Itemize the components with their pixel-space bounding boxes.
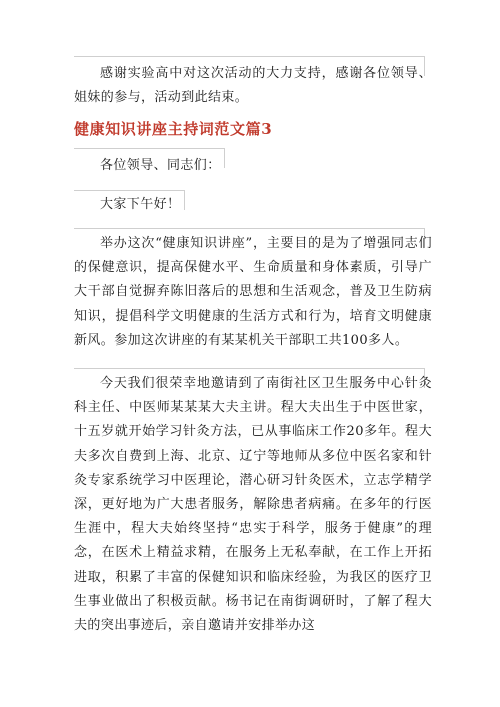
- paragraph-speaker-intro: 今天我们很荣幸地邀请到了南街社区卫生服务中心针灸科主任、中医师某某某大夫主讲。程大夫出生于中医世家，十五岁就开始学习针灸方法，已从事临床工作20多年。程大夫多次自费到上海、北京、辽宁等地师从多位中医名家和针灸专家系统学习中医理论，潜心研习针灸医术，立志学精学深，更好地为广大患者服务，解除患者病痛。在多年的行医生涯中，程大夫始终坚持“忠实于科学，服务于健康”的理念，在医术上精益求精，在服务上无私奉献，在工作上开拓进取，积累了丰富的保健知识和临床经验，为我区的医疗卫生事业做出了积极贡献。杨书记在南街调研时，了解了程大夫的突出事迹后，亲自邀请并安排举办这: [74, 376, 432, 634]
- paragraph-greeting-leaders: 各位领导、同志们：: [100, 158, 221, 173]
- paragraph-purpose: 举办这次“健康知识讲座”，主要目的是为了增强同志们的保健意识，提高保健水平、生命质量和身体素质，引导广大干部自觉摒弃陈旧落后的思想和生活观念，普及卫生防病知识，提倡科学文明健康的生活方式和行为，培育文明健康新风。参加这次讲座的有某某机关干部职工共100多人。: [74, 236, 432, 348]
- guide-line: [74, 56, 424, 57]
- guide-line: [74, 368, 424, 369]
- guide-line: [74, 148, 224, 149]
- guide-line: [74, 228, 424, 229]
- paragraph-greeting-afternoon: 大家下午好！: [100, 197, 181, 212]
- paragraph-closing-thanks: 感谢实验高中对这次活动的大力支持，感谢各位领导、姐妹的参与，活动到此结束。: [74, 66, 432, 106]
- guide-line: [74, 190, 184, 191]
- section-heading: 健康知识讲座主持词范文篇3: [74, 120, 273, 138]
